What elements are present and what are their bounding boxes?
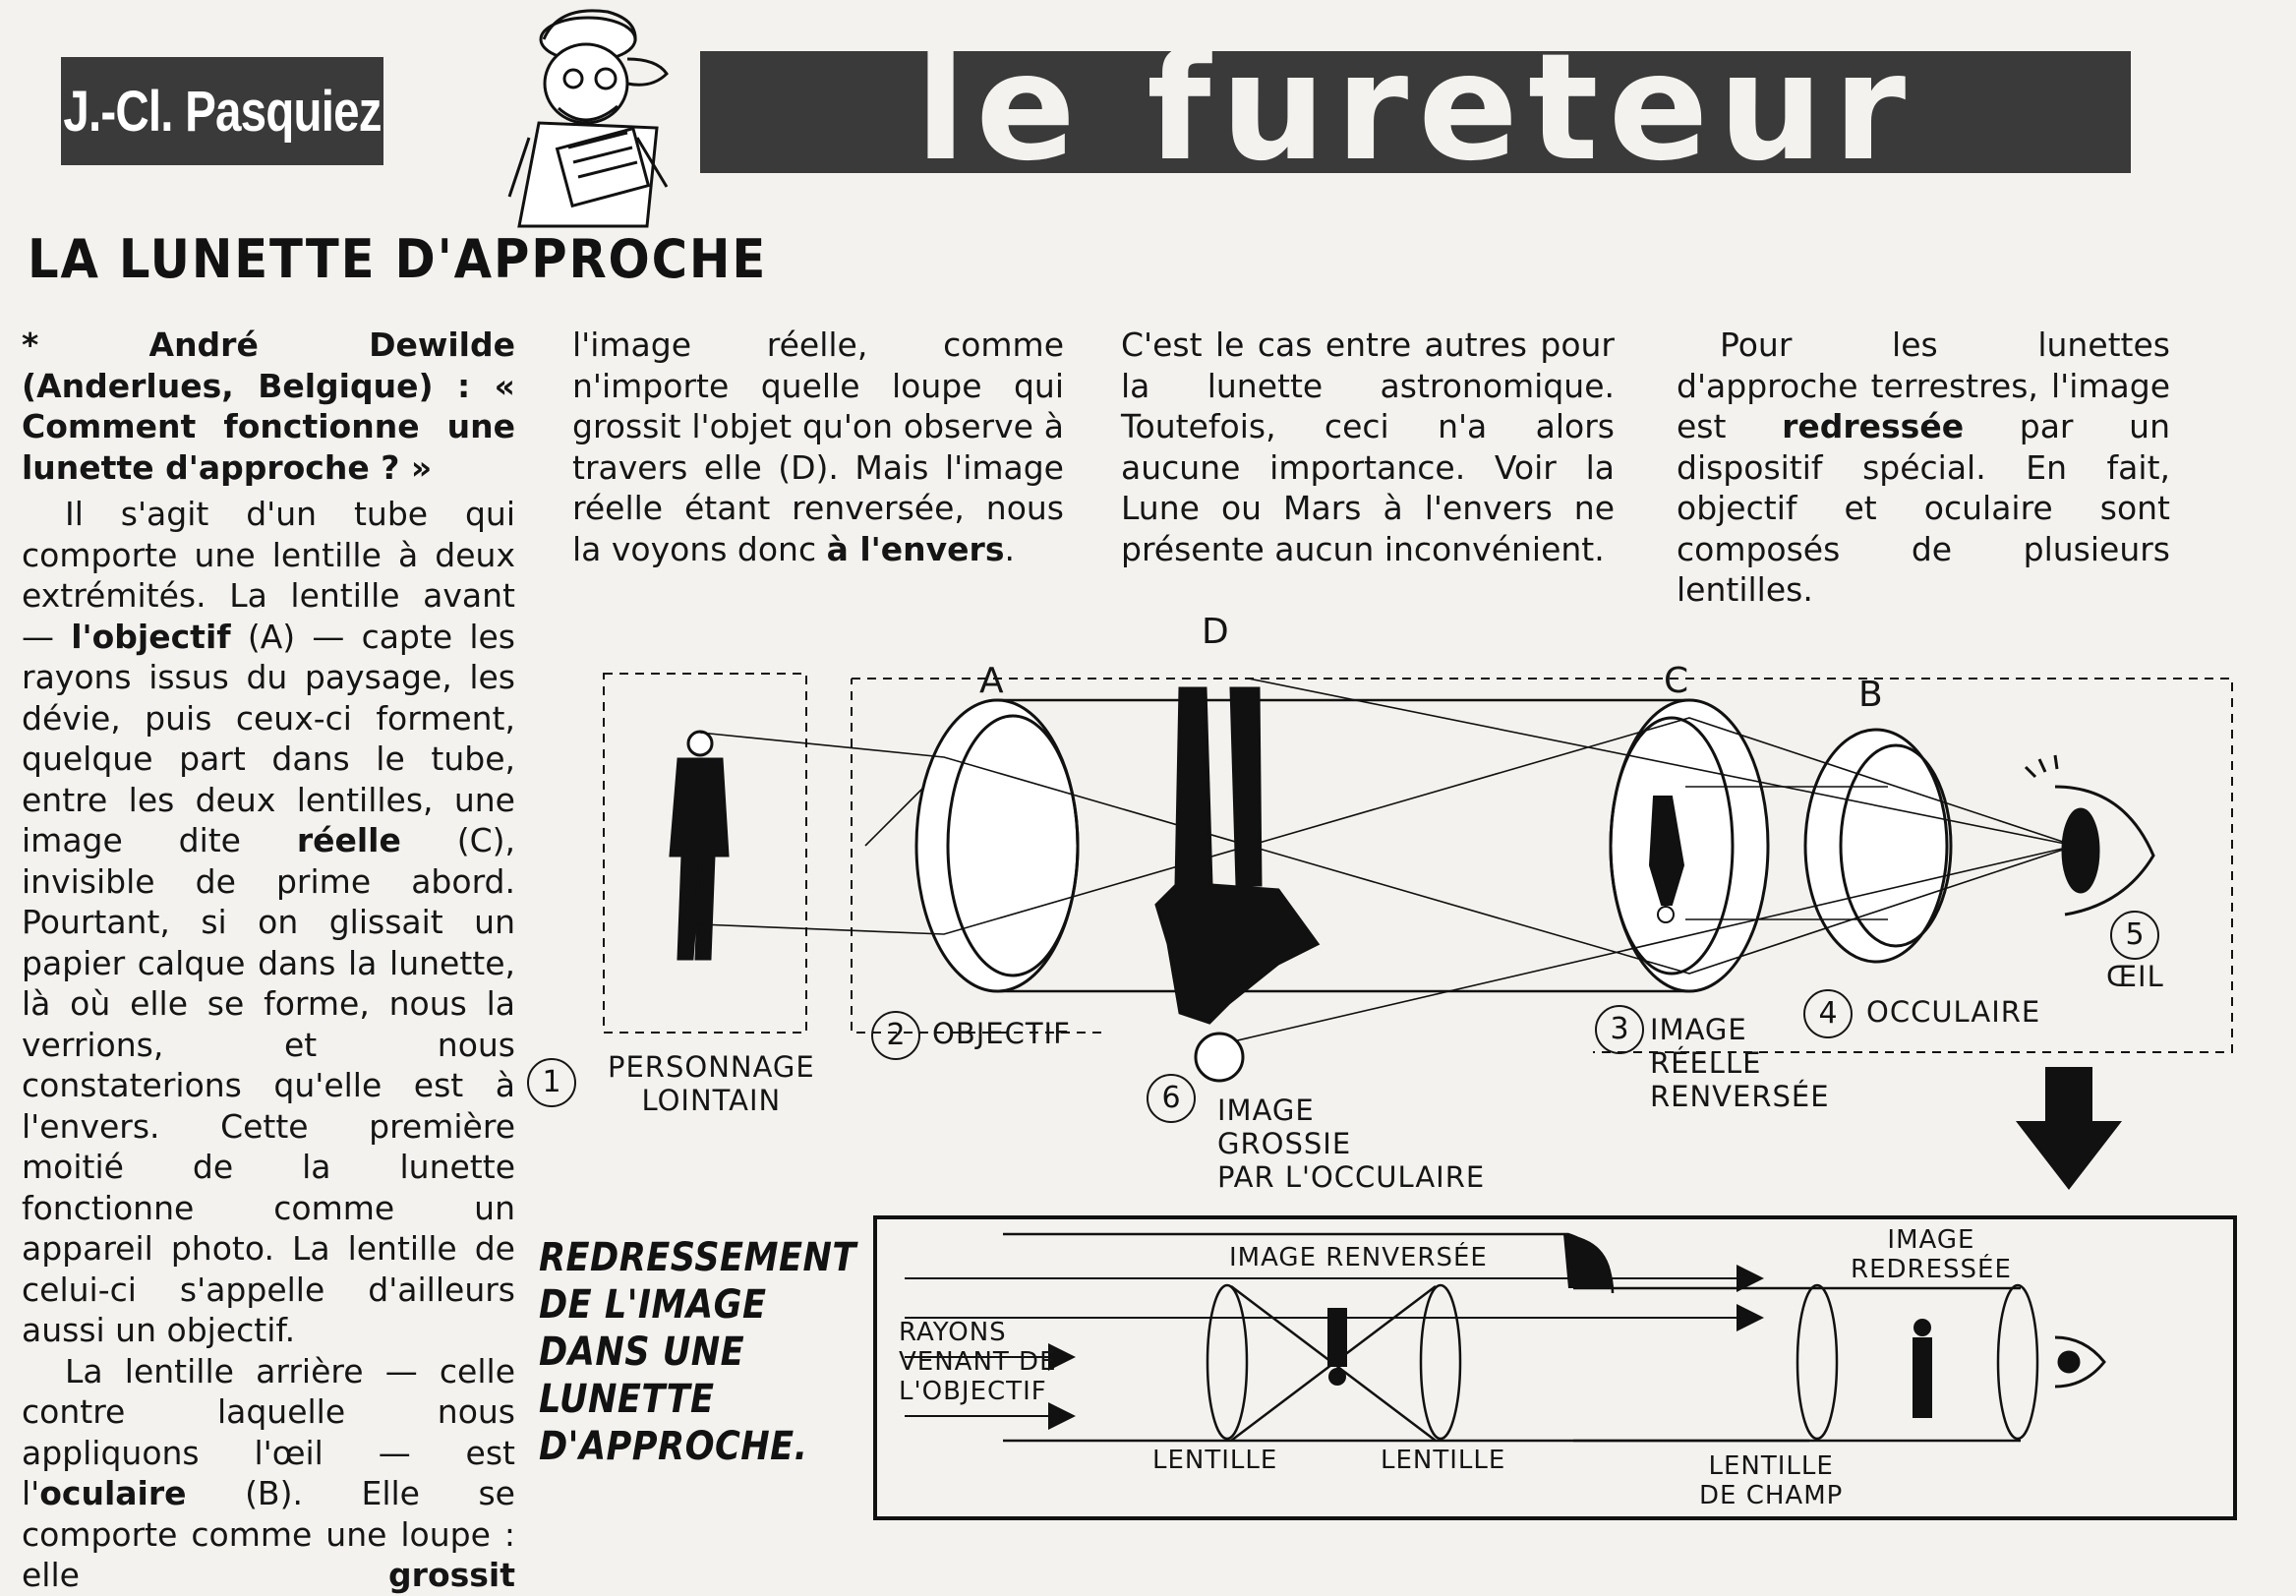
article-title: LA LUNETTE D'APPROCHE — [28, 228, 768, 290]
letter-b: B — [1858, 675, 1883, 715]
label-real-image: IMAGE RÉELLE RENVERSÉE — [1650, 1013, 1830, 1113]
eyepiece-lens-b — [1805, 730, 1947, 962]
masthead-title: le fureteur — [914, 23, 1916, 194]
label-number-3: 3 — [1595, 1005, 1644, 1054]
letter-d: D — [1202, 612, 1229, 652]
label-eye: ŒIL — [2106, 960, 2164, 993]
erecting-diagram-frame — [875, 1217, 2235, 1518]
erecting-heading: REDRESSEMENT DE L'IMAGE DANS UNE LUNETTE D'APPROCHE. — [539, 1235, 856, 1469]
label-field-lens: LENTILLE DE CHAMP — [1699, 1451, 1844, 1510]
label-lens-2: LENTILLE — [1381, 1446, 1506, 1475]
observer-eye — [2026, 755, 2153, 915]
small-inverted-figure-2 — [1327, 1308, 1347, 1386]
letter-a: A — [979, 661, 1004, 701]
down-arrow-icon — [2016, 1067, 2122, 1190]
label-number-1: 1 — [527, 1058, 576, 1107]
label-inverted-image: IMAGE RENVERSÉE — [1229, 1243, 1488, 1272]
letter-c: C — [1664, 661, 1689, 701]
label-number-4: 4 — [1803, 989, 1853, 1038]
label-lens-1: LENTILLE — [1152, 1446, 1278, 1475]
observer-eye-2 — [2055, 1337, 2104, 1387]
paragraph-col3: C'est le cas entre autres pour la lunette astronomique. Toutefois, ceci n'a alors aucune importance. Voir la Lune ou Mars à l'envers ne présente aucun inconvénient. — [1121, 325, 1615, 568]
label-rays-from-objective: RAYONS VENANT DE L'OBJECTIF — [899, 1318, 1057, 1406]
paragraph-col4: Pour les lunettes d'approche terrestres, l'image est redressée par un dispositif spécial. En fait, objectif et oculaire sont composés de plusieurs lentilles. — [1677, 325, 2170, 609]
label-upright-image: IMAGE REDRESSÉE — [1851, 1225, 2012, 1284]
paragraph-2: La lentille arrière — celle contre laquelle nous appliquons l'œil — est l'oculaire (B). Elle se comporte comme une loupe : elle grossit — [22, 1351, 515, 1594]
label-distant-person: PERSONNAGE LOINTAIN — [608, 1050, 815, 1117]
label-magnified-image: IMAGE GROSSIE PAR L'OCCULAIRE — [1217, 1094, 1486, 1194]
small-upright-figure — [1913, 1319, 1932, 1418]
label-number-5: 5 — [2110, 911, 2159, 960]
label-eyepiece: OCCULAIRE — [1866, 995, 2041, 1029]
author-byline: J.-Cl. Pasquiez — [61, 57, 383, 165]
label-objective: OBJECTIF — [932, 1017, 1071, 1050]
paragraph-col2: l'image réelle, comme n'importe quelle loupe qui grossit l'objet qu'on observe à travers elle (D). Mais l'image réelle étant renversée, nous la voyons donc à l'envers. — [572, 325, 1064, 568]
label-number-2: 2 — [871, 1011, 920, 1060]
reader-question: * André Dewilde (Anderlues, Belgique) : « Comment fonctionne une lunette d'approche ? » — [22, 325, 515, 487]
label-number-6: 6 — [1147, 1074, 1196, 1123]
magnified-inverted-figure — [1156, 688, 1318, 1081]
paragraph-1: Il s'agit d'un tube qui comporte une lentille à deux extrémités. La lentille avant — l'objectif (A) — capte les rayons issus du paysage, les dévie, puis ceux-ci forment, quelque part dans le tube, entre les deux lentilles, une image dite réelle (C), invisible de prime abord. Pourtant, si on glissait un papier calque dans la lunette, là où elle se forme, nous la verrions, et nous constaterions qu'elle est à l'envers. Cette première moitié de la lunette fonctionne comme un appareil photo. La lentille de celui-ci s'appelle d'ailleurs aussi un objectif. — [22, 495, 515, 1349]
